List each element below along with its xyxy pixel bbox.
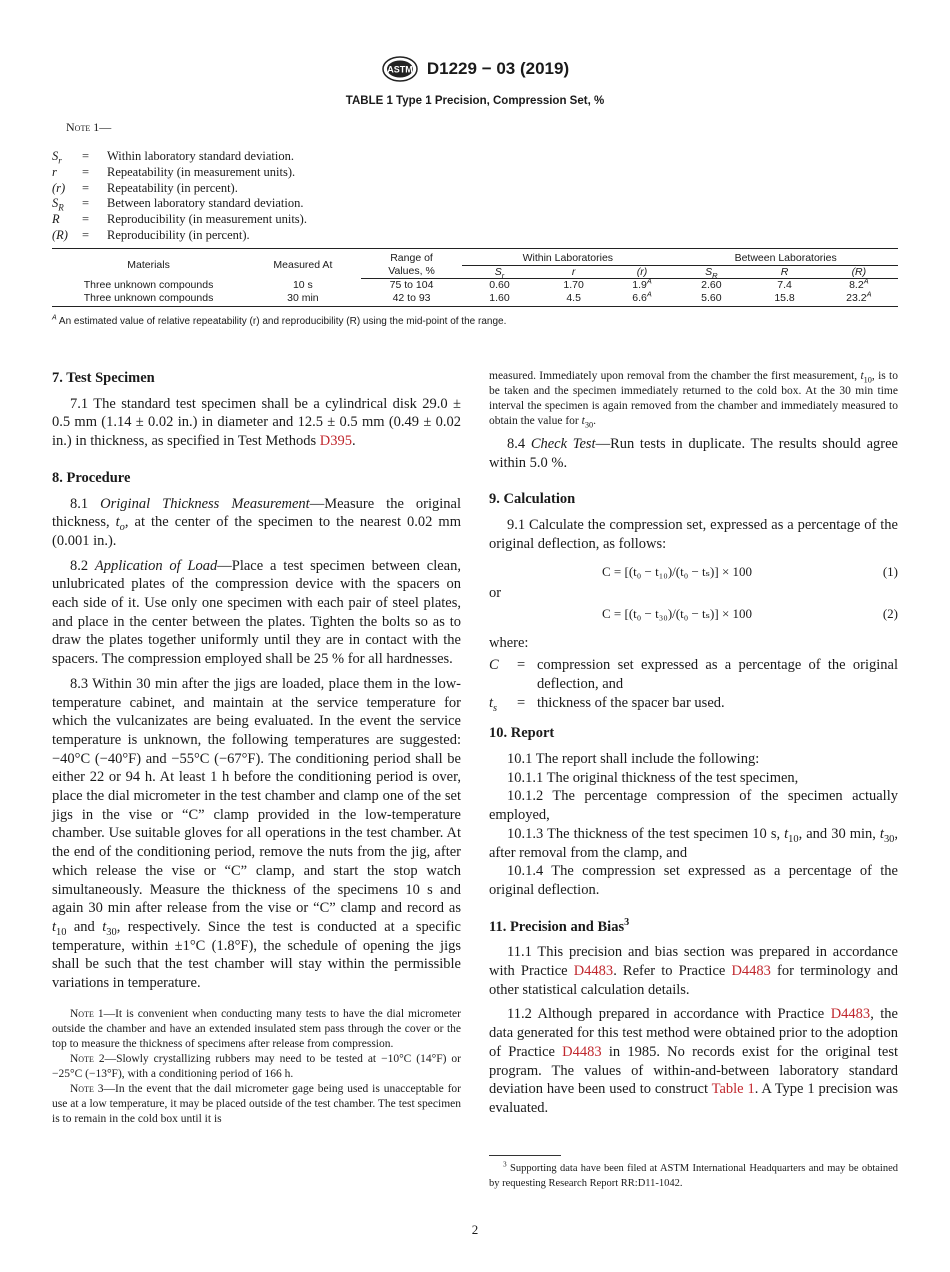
col-header-materials: Materials bbox=[52, 249, 245, 279]
paragraph-10-1-3: 10.1.3 The thickness of the test specimen 10 s, $t_{10}$, and 30 min, $t_{30}$, after removal from the clamp, and bbox=[489, 825, 899, 861]
section-heading: 11. Precision and Bias$^3$ bbox=[489, 916, 630, 935]
paragraph-9-1: 9.1 Calculate the compression set, expressed as a percentage of the original deflection, as follows: bbox=[489, 517, 898, 552]
section-heading: 9. Calculation bbox=[489, 491, 576, 508]
where-definition: $t_s$ = thickness of the spacer bar used. bbox=[489, 694, 725, 714]
legend-row: (r) = Repeatability (in percent). bbox=[52, 180, 238, 195]
col-header-sR: $S_R$ bbox=[673, 265, 749, 279]
col-header-r: r bbox=[537, 265, 611, 279]
col-header-sr: $S_r$ bbox=[462, 265, 536, 279]
paragraph-8-4: 8.4 Check Test—Run tests in duplicate. The results should agree within 5.0 %. bbox=[489, 436, 898, 471]
paragraph-8-2: 8.2 Application of Load—Place a test specimen between clean, unlubricated plates of the compression device with the spacers on each side of it. Use only one specimen with each pair of steel plates, and place in the center between the plates. Tighten the bolts so as to draw the plates together uniformly until they are in contact with the spacers. The compression employed shall be 25 % for all hardnesses. bbox=[52, 557, 461, 668]
d4483-link[interactable]: D4483 bbox=[573, 963, 614, 980]
col-group-within: Within Laboratories bbox=[462, 249, 673, 266]
table-footnote: $^A$ An estimated value of relative repeatability (r) and reproducibility (R) using the mid-point of the range. bbox=[52, 314, 507, 327]
section-heading: 7. Test Specimen bbox=[52, 370, 155, 386]
legend-row: $S_r$ = Within laboratory standard deviation. bbox=[52, 149, 294, 166]
legend-row: $S_R$ = Between laboratory standard deviation. bbox=[52, 196, 304, 213]
paragraph-11-2: 11.2 Although prepared in accordance with Practice D4483, the data generated for this test method were obtained prior to the adoption of Practice D4483 in 1985. No records exist for the original test program. The values of within-and-between laboratory standard deviation have been used to construct Table 1. A Type 1 precision was evaluated. bbox=[489, 1006, 899, 1116]
note-3-continued: measured. Immediately upon removal from the chamber the first measurement, $t_{10}$, is to be taken and the specimen immediately returned to the cold box. At the 30 min time interval the specimen is again removed from the chamber and immediately measured to obtain the value for $t_{30}$. bbox=[489, 370, 898, 430]
col-header-R: R bbox=[749, 265, 819, 279]
d4483-link[interactable]: D4483 bbox=[562, 1043, 602, 1060]
note-2: Note 2—Slowly crystallizing rubbers may need to be tested at −10°C (14°F) or −25°C (−13°F), with a conditioning period of 166 h. bbox=[52, 1052, 462, 1080]
paragraph-7-1: 7.1 The standard test specimen shall be a cylindrical disk 29.0 ± 0.5 mm (1.14 ± 0.02 in.) in diameter and 12.5 ± 0.5 mm (0.49 ± 0.02 in.) in thickness, as specified in Test Methods D395. bbox=[52, 395, 461, 450]
col-header-r-pct: (r) bbox=[611, 265, 674, 279]
col-header-range-units: Values, % bbox=[361, 265, 463, 279]
note-1: Note 1—It is convenient when conducting many tests to have the dial micrometer outside the chamber and have an extended insulated stem pass through the cover or the top to measure the thickness of specimens after release from compression. bbox=[52, 1007, 461, 1050]
legend-row: R = Reproducibility (in measurement units). bbox=[52, 212, 307, 227]
paragraph-10-1-1: 10.1.1 The original thickness of the test specimen, bbox=[507, 769, 799, 786]
left-column bbox=[52, 369, 461, 1127]
col-header-range: Range of bbox=[361, 249, 463, 266]
paragraph-8-3: 8.3 Within 30 min after the jigs are loaded, place them in the low-temperature cabinet, and maintain at the service temperature for which the vulcanizates are being evaluated. In the event the service temperature is unknown, the following temperatures are suggested: −40°C (−40°F) and −55°C (−67°F). The conditioning period shall be either 22 or 94 h. At least 1 h before the conditioning period is over, place the dial micrometer in the test chamber and clamp one of the set jigs in the vise or “C” clamp provided in the low-temperature chamber. Use suitable gloves for all operations in the test chamber. At the end of the conditioning period, remove the nuts from the jig, after which release the vise or “C” clamp, and start the stop watch simultaneously. Measure the thickness of the specimens 10 s and again 30 min after release from the vise or “C” clamp and record as $t_{10}$ and $t_{30}$, respectively. Since the test is conducted at a specific temperature, within ±1°C (1.8°F), the schedule of opening the jigs shall be such that the test chamber will stay within the permissible variations in temperature. bbox=[52, 675, 461, 992]
symbol-legend bbox=[52, 149, 307, 244]
table-note-label: Note 1— bbox=[66, 120, 112, 134]
paragraph-8-1: 8.1 Original Thickness Measurement—Measure the original thickness, $t_o$, at the center of the specimen to the nearest 0.02 mm (0.001 in.). bbox=[52, 495, 461, 549]
table-1-link[interactable]: Table 1 bbox=[711, 1081, 755, 1098]
table-title: TABLE 1 Type 1 Precision, Compression Set, % bbox=[345, 95, 605, 107]
page-footnote: $^3$ Supporting data have been filed at ASTM International Headquarters and may be obtained by requesting Research Report RR:D11-1042. bbox=[489, 1159, 898, 1189]
col-header-measured-at: Measured At bbox=[245, 249, 361, 279]
astm-logo-icon bbox=[381, 56, 419, 82]
paragraph-10-1-2: 10.1.2 The percentage compression of the specimen actually employed, bbox=[489, 788, 898, 824]
equation-1: C = [(t₀ − t₁₀)/(t₀ − tₛ)] × 100 (1) bbox=[602, 563, 898, 579]
col-group-between: Between Laboratories bbox=[673, 249, 898, 266]
precision-table bbox=[52, 248, 898, 307]
col-header-R-pct: (R) bbox=[820, 265, 898, 279]
table-row: Three unknown compounds 30 min 42 to 93 1.60 4.5 $6.6^A$ 5.60 15.8 $23.2^A$ bbox=[52, 292, 898, 307]
or-label: or bbox=[489, 584, 502, 601]
equation-2: C = [(t₀ − t₃₀)/(t₀ − tₛ)] × 100 (2) bbox=[602, 605, 898, 621]
table-row: Three unknown compounds 10 s 75 to 104 0.60 1.70 $1.9^A$ 2.60 7.4 $8.2^A$ bbox=[83, 276, 869, 291]
paragraph-10-1-4: 10.1.4 The compression set expressed as a percentage of the original deflection. bbox=[489, 863, 898, 898]
document-designation: D1229 − 03 (2019) bbox=[426, 59, 570, 78]
section-heading: 10. Report bbox=[489, 725, 555, 742]
legend-row: r = Repeatability (in measurement units). bbox=[52, 164, 296, 179]
d4483-link[interactable]: D4483 bbox=[830, 1006, 871, 1023]
document-header bbox=[0, 56, 950, 84]
legend-row: (R) = Reproducibility (in percent). bbox=[52, 227, 250, 242]
right-column bbox=[489, 369, 898, 1124]
svg-text:ASTM: ASTM bbox=[387, 64, 413, 75]
section-heading: 8. Procedure bbox=[52, 469, 131, 486]
d4483-link[interactable]: D4483 bbox=[731, 963, 771, 980]
where-definition: C = compression set expressed as a percentage of the original deflection, and bbox=[489, 657, 898, 692]
note-3: Note 3—In the event that the dail micrometer gage being used is unacceptable for use at a low temperature, it may be placed outside of the test chamber. The test specimen is to remain in the cold box until it is bbox=[52, 1082, 461, 1125]
paragraph-11-1: 11.1 This precision and bias section was prepared in accordance with Practice D4483. Refer to Practice D4483 for terminology and other statistical calculation details. bbox=[489, 944, 898, 998]
where-label: where: bbox=[489, 634, 529, 651]
paragraph-10-1: 10.1 The report shall include the following: bbox=[507, 751, 760, 768]
footnote-divider bbox=[489, 1155, 561, 1156]
d395-link[interactable]: D395 bbox=[319, 433, 352, 450]
page-number: 2 bbox=[471, 1222, 479, 1237]
